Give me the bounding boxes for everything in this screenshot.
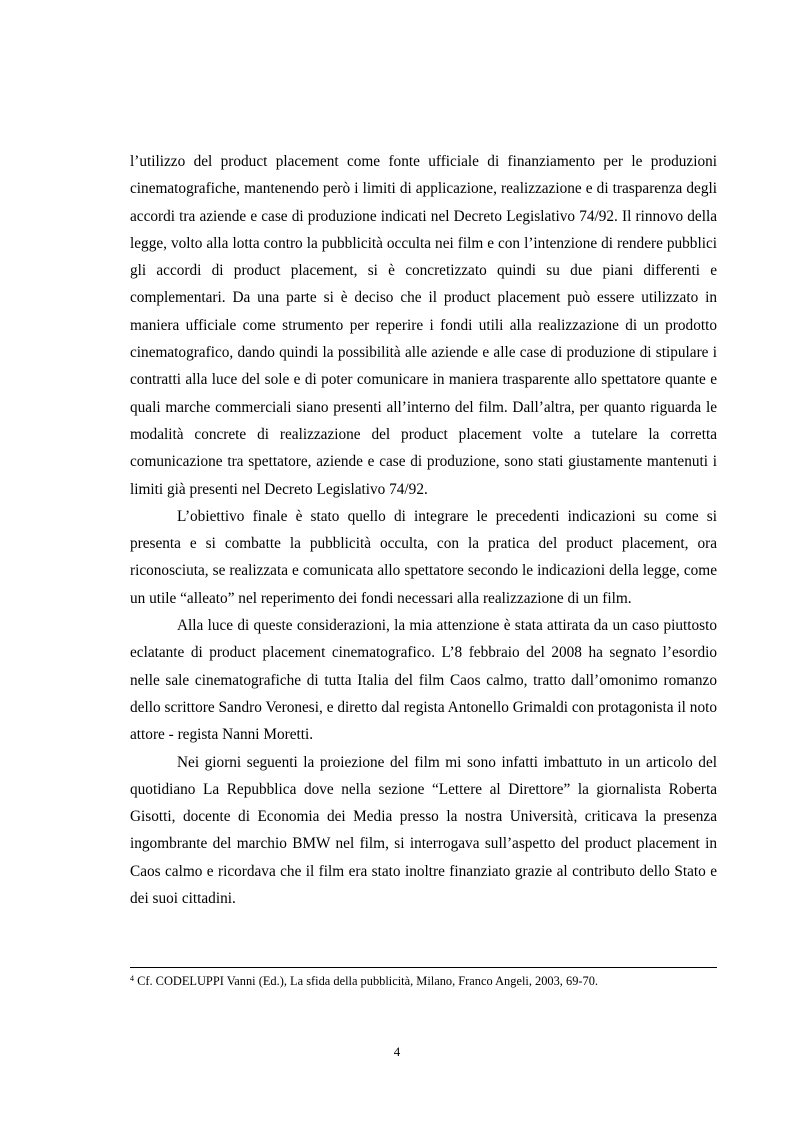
footnote-marker: 4: [130, 974, 134, 983]
page-number: 4: [393, 1044, 401, 1059]
paragraph-3: Alla luce di queste considerazioni, la mia attenzione è stata attirata da un caso piuttosto eclatante di product placement cinematografico. L’8 febbraio del 2008 ha segnato l’esordio nelle sale cinematografiche di tutta Italia del film Caos calmo, tratto dall’omonimo romanzo dello scrittore Sandro Veronesi, e diretto dal regista Antonello Grimaldi con protagonista il noto attore - regista Nanni Moretti.: [130, 617, 717, 744]
paragraph-4: Nei giorni seguenti la proiezione del film mi sono infatti imbattuto in un articolo del quotidiano La Repubblica dove nella sezione “Lettere al Direttore” la giornalista Roberta Gisotti, docente di Economia dei Media presso la nostra Università, criticava la presenza ingombrante del marchio BMW nel film, si interrogava sull’aspetto del product placement in Caos calmo e ricordava che il film era stato inoltre finanziato grazie al contributo dello Stato e dei suoi cittadini.: [130, 753, 717, 908]
body-text: [130, 148, 717, 912]
footnote: [130, 973, 717, 989]
footnote-text: Cf. CODELUPPI Vanni (Ed.), La sfida della pubblicità, Milano, Franco Angeli, 2003, 69-70.: [134, 974, 599, 988]
paragraph-1: l’utilizzo del product placement come fonte ufficiale di finanziamento per le produzioni cinematografiche, mantenendo però i limiti di applicazione, realizzazione e di trasparenza degli accordi tra aziende e case di produzione indicati nel Decreto Legislativo 74/92. Il rinnovo della legge, volto alla lotta contro la pubblicità occulta nei film e con l’intenzione di rendere pubblici gli accordi di product placement, si è concretizzato quindi su due piani differenti e complementari. Da una parte si è deciso che il product placement può essere utilizzato in maniera ufficiale come strumento per reperire i fondi utili alla realizzazione di un prodotto cinematografico, dando quindi la possibilità alle aziende e alle case di produzione di stipulare i contratti alla luce del sole e di poter comunicare in maniera trasparente allo spettatore quante e quali marche commerciali siano presenti all’interno del film. Dall’altra, per quanto riguarda le modalità concrete di realizzazione del product placement volte a tutelare la corretta comunicazione tra spettatore, aziende e case di produzione, sono stati giustamente mantenuti i limiti già presenti nel Decreto Legislativo 74/92.: [130, 153, 717, 498]
paragraph-2: L’obiettivo finale è stato quello di integrare le precedenti indicazioni su come si presenta e si combatte la pubblicità occulta, con la pratica del product placement, ora riconosciuta, se realizzata e comunicata allo spettatore secondo le indicazioni della legge, come un utile “alleato” nel reperimento dei fondi necessari alla realizzazione di un film.: [130, 507, 717, 607]
footnote-divider: [130, 967, 717, 968]
